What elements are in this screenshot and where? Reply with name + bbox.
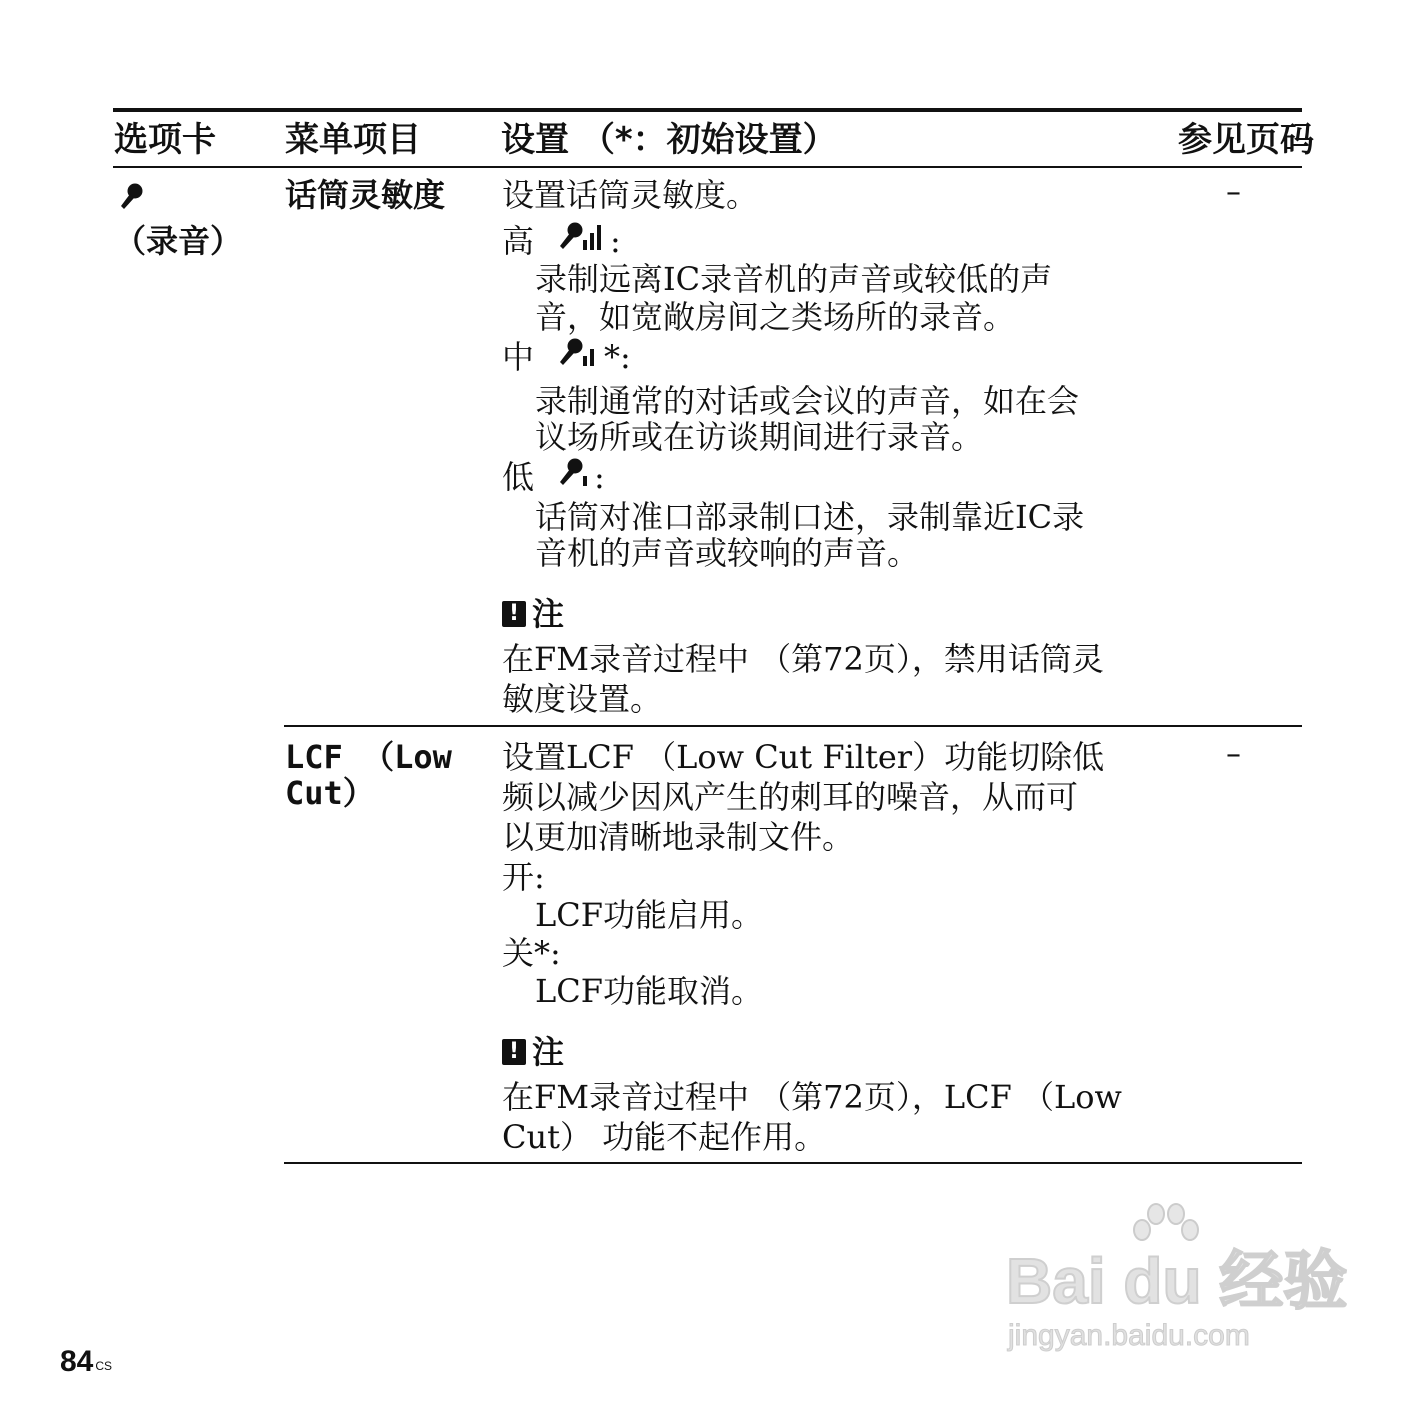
note-title: 注 bbox=[532, 595, 565, 633]
header-page-ref: 参见页码 bbox=[1178, 120, 1314, 160]
option-on-desc: LCF功能启用。 bbox=[535, 896, 763, 934]
note-title: 注 bbox=[532, 1033, 565, 1071]
menu-item-lcf-line-1: LCF （Low bbox=[285, 738, 452, 776]
note-row2-line-1: 在FM录音过程中 （第72页），LCF （Low bbox=[502, 1078, 1122, 1116]
option-high-desc-1: 录制远离IC录音机的声音或较低的声 bbox=[535, 260, 1053, 298]
option-off-desc: LCF功能取消。 bbox=[535, 972, 763, 1010]
option-label: 中 bbox=[502, 338, 535, 376]
mic-sensitivity-medium-icon bbox=[556, 336, 602, 378]
option-off-label: 关*: bbox=[502, 934, 561, 972]
page-number-value: 84 bbox=[60, 1345, 94, 1378]
page-ref-row1: – bbox=[1226, 175, 1241, 210]
mic-sensitivity-intro: 设置话筒灵敏度。 bbox=[502, 176, 759, 214]
option-suffix: : bbox=[594, 458, 605, 496]
note-row2-line-2: Cut） 功能不起作用。 bbox=[502, 1118, 827, 1156]
note-heading-row2 bbox=[502, 1032, 564, 1072]
page-number-suffix: CS bbox=[95, 1359, 113, 1373]
menu-item-lcf-line-2: Cut） bbox=[285, 774, 375, 812]
option-on-label: 开: bbox=[502, 858, 545, 896]
caution-icon: ! bbox=[502, 601, 526, 627]
option-suffix: : bbox=[610, 222, 621, 260]
header-menu-item: 菜单项目 bbox=[285, 120, 421, 160]
option-label: 低 bbox=[502, 458, 535, 496]
mic-sensitivity-low-icon bbox=[556, 456, 592, 498]
lcf-intro-line-1: 设置LCF （Low Cut Filter）功能切除低 bbox=[502, 738, 1105, 776]
option-low bbox=[502, 456, 605, 498]
option-suffix: *: bbox=[604, 338, 631, 376]
option-high bbox=[502, 220, 621, 262]
header-setting: 设置 （*：初始设置） bbox=[501, 120, 837, 160]
option-medium-desc-2: 议场所或在访谈期间进行录音。 bbox=[535, 418, 984, 456]
option-label: 高 bbox=[502, 222, 535, 260]
header-tab: 选项卡 bbox=[114, 120, 216, 160]
watermark bbox=[1000, 1200, 1348, 1370]
option-low-desc-1: 话筒对准口部录制口述，录制靠近IC录 bbox=[535, 498, 1085, 536]
lcf-intro-line-2: 频以减少因风产生的刺耳的噪音，从而可 bbox=[502, 778, 1079, 816]
page-ref-row2: – bbox=[1226, 737, 1241, 772]
option-medium-desc-1: 录制通常的对话或会议的声音，如在会 bbox=[535, 382, 1080, 420]
mic-icon bbox=[116, 180, 150, 216]
table-bottom-rule bbox=[284, 1162, 1302, 1164]
menu-item-mic-sensitivity: 话筒灵敏度 bbox=[285, 176, 446, 214]
option-medium bbox=[502, 336, 631, 378]
table-top-rule bbox=[113, 108, 1302, 112]
note-heading-row1 bbox=[502, 594, 564, 634]
row-divider-rule bbox=[284, 725, 1302, 727]
watermark-url: jingyan.baidu.com bbox=[1008, 1319, 1250, 1352]
header-bottom-rule bbox=[113, 166, 1302, 168]
note-row1-line-2: 敏度设置。 bbox=[502, 680, 663, 718]
mic-sensitivity-high-icon bbox=[556, 220, 608, 262]
caution-icon: ! bbox=[502, 1039, 526, 1065]
option-high-desc-2: 音，如宽敞房间之类场所的录音。 bbox=[535, 298, 1016, 336]
note-row1-line-1: 在FM录音过程中 （第72页），禁用话筒灵 bbox=[502, 640, 1104, 678]
tab-label: （录音） bbox=[114, 222, 243, 260]
option-low-desc-2: 音机的声音或较响的声音。 bbox=[535, 534, 920, 572]
watermark-main: Bai du 经验 bbox=[1006, 1245, 1348, 1317]
lcf-intro-line-3: 以更加清晰地录制文件。 bbox=[502, 818, 855, 856]
page-number bbox=[60, 1342, 112, 1382]
